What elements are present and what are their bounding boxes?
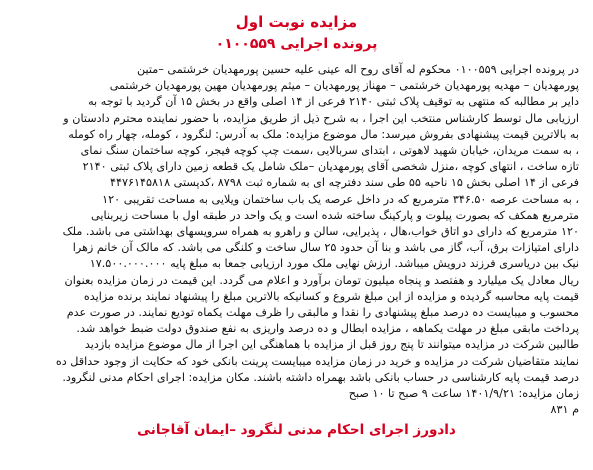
body-line: طالبین شرکت در مزایده میتوانند تا پنج روز قبل از مزایده با هماهنگی این اجرا از مال موضوع مزایده بازدید (84, 338, 579, 352)
body-line: محسوب و میبایست ده درصد مبلغ پیشنهادی را نقدا و مالبقی را ظرف مهلت یکماه تودیع نمایند. در صورت عدم (66, 306, 579, 320)
body-line: ، به سمت مریدان، خیابان شهید لاهوتی ، ابتدای سربالایی ،سمت چپ کوچه فیجر، کوچه ساختمان سنگ نمای (80, 144, 579, 158)
auction-time: زمان مزایده: ۱۴۰۱/۹/۲۱ ساعت ۹ صبح تا ۱۰ صبح (348, 387, 579, 401)
body-line: دایر بر مطالبه که منتهی به توقیف پلاک ثبتی ۲۱۴۰ فرعی از ۱۴ اصلی واقع در بخش ۱۵ آن گردید با توجه به (88, 95, 579, 109)
body-line: مترمربع همکف که بصورت پیلوت و پارکینگ ساخته شده است و یک واحد در طبقه اول با مساحت زیربنایی (91, 208, 579, 222)
body-line: پورمهدیان – مهدیه پورمهدیان خرشتمی – مهناز پورمهدیان – میثم پورمهدیان مهین پورمهدیان خرشتمی (109, 79, 579, 93)
body-line: در پرونده اجرایی ۰۱۰۰۵۵۹ محکوم له آقای روح اله عینی علیه حسین پورمهدیان خرشتمی –متین (136, 63, 579, 76)
notice-title: مزایده نوبت اول (235, 13, 358, 31)
body-line: ، به مساحت عرصه ۳۴۶.۵۰ مترمربع که در داخل عرصه یک باب ساختمان ویلایی به مساحت تقریبی ۱۲۰ (102, 192, 579, 206)
body-line: به بالاترین قیمت پیشنهادی بفروش میرسد: مال موضوع مزایده: ملک به آدرس: لنگرود ، کومله، چهار راه کومله (68, 127, 579, 141)
body-line: فرعی از ۱۴ اصلی بخش ۱۵ ناحیه ۵۵ طی سند دفترچه ای به شماره ثبت ۸۷۹۸ ،کدپستی ۴۴۷۶۱۴۵۸۱۸ (109, 176, 579, 190)
body-line: ارزیابی مال توسط کارشناس منتخب این اجرا ، به شرح ذیل از طریق مزایده، با حضور نماینده محترم دادستان و (63, 111, 579, 125)
notice-body (14, 62, 579, 386)
body-line: درصد قیمت پایه کارشناسی در حساب بانکی باشد بهمراه داشته باشند. مکان مزایده: اجرای احکام مدنی لنگرود. (62, 370, 579, 384)
body-line: نیک بین دریاسری فرزند درویش میباشد. ارزش نهایی ملک مورد ارزیابی جمعا به مبلغ پایه ۱۷.۵۰۰.۰۰۰.۰۰۰ (89, 257, 579, 271)
body-line: ریال معادل یک میلیارد و هفتصد و پنجاه میلیون تومان برآورد و اعلام می گردد. این قیمت در زمان مزایده بعنوان (64, 273, 579, 287)
body-line: پرداخت مابقی مبلغ در مهلت یکماهه ، مزایده ابطال و ده درصد واریزی به نفع صندوق دولت ضبط خواهد شد. (76, 322, 579, 336)
body-line: نمایند متقاضیان شرکت در مزایده و خرید در زمان مزایده میبایست پرینت بانکی خود که حکایت از وجود حداقل ده (55, 354, 579, 368)
body-line: دارای امتیازات برق، آب، گاز می باشد و بنا آن حدود ۲۵ سال ساخت و کلنگی می باشد. که مالک آن خانم زهرا (72, 241, 579, 255)
reference-number: م ۸۳۱ (550, 403, 579, 417)
signature-footer: دادورز اجرای احکام مدنی لنگرود –ایمان آقاجانی (137, 422, 456, 439)
case-number-title: پرونده اجرایی ۰۱۰۰۵۵۹ (215, 36, 378, 52)
body-line: قیمت پایه محاسبه گردیده و مزایده از این مبلغ شروع و کسانیکه بالاترین مبلغ را پیشنهاد نمایند برنده مزایده (83, 289, 579, 303)
body-line: تازه ساخت ، انتهای کوچه ،منزل شخصی آقای پورمهدیان –ملک شامل یک قطعه زمین دارای پلاک ثبتی ۲۱۴۰ (82, 160, 579, 174)
body-line: ۱۲۰ مترمربع که دارای دو اتاق خواب،هال ، پذیرایی، سالن و راهرو به همراه سرویسهای بهداشتی می باشد. ملک (62, 225, 579, 239)
